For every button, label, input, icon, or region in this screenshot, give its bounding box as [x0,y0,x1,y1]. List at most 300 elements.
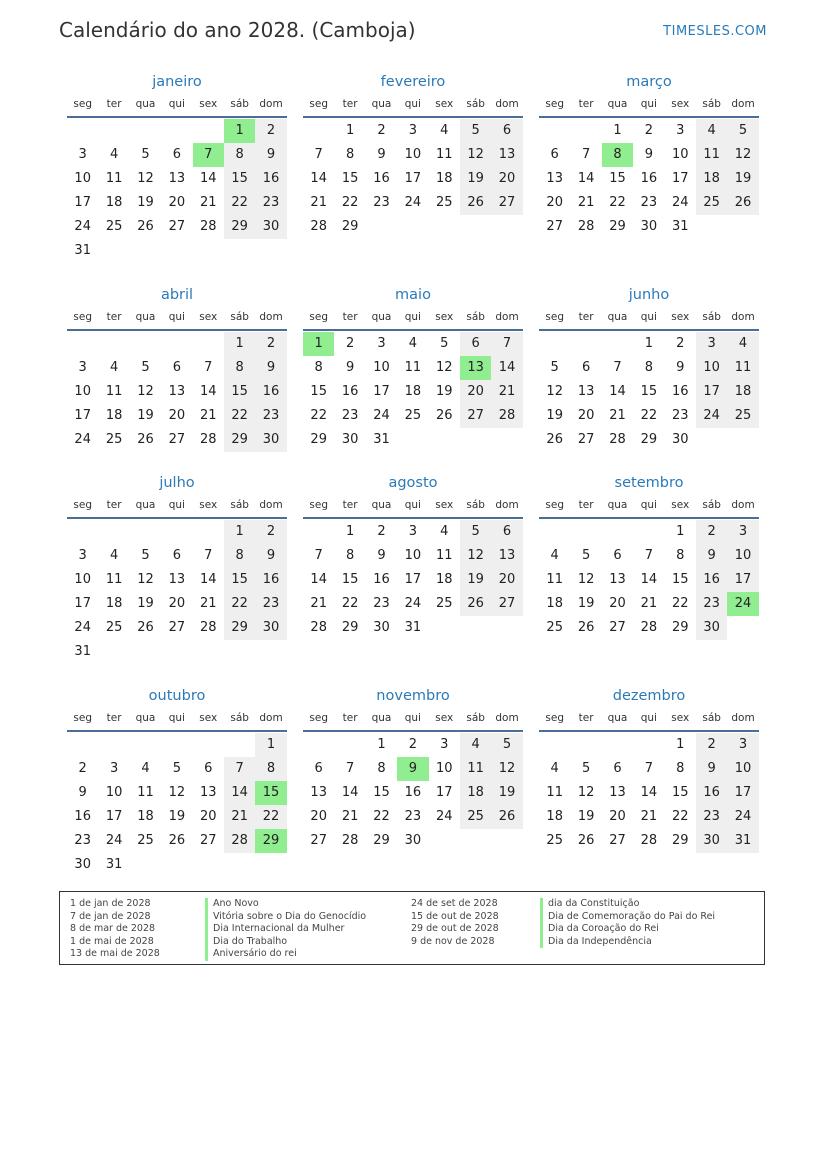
empty-cell [161,119,192,143]
day-cell: 23 [640,195,658,210]
weekday-label: dom [731,499,755,511]
day-cell: 29 [224,428,255,452]
day-grid [539,520,759,640]
day-cell: 5 [491,733,522,757]
day-cell: 17 [404,572,422,587]
day-cell: 14 [640,572,658,587]
weekday-label: qua [607,98,628,110]
day-cell: 2 [255,520,286,544]
weekday-label: seg [73,311,92,323]
weekday-label: seg [309,499,328,511]
day-cell: 4 [440,524,449,539]
holiday-day: 1 [224,119,255,143]
legend-holiday-name: Dia da Coroação do Rei [540,923,715,936]
weekday-label: qua [135,98,156,110]
day-cell: 8 [676,761,685,776]
site-link[interactable]: TIMESLES.COM [663,24,767,39]
day-cell: 29 [341,219,359,234]
day-cell: 28 [640,620,658,635]
empty-cell [67,119,98,143]
day-cell: 26 [727,191,758,215]
day-cell: 20 [609,809,626,824]
legend-holiday-name: Dia da Independência [540,936,715,949]
day-cell: 21 [341,809,359,824]
day-cell: 13 [609,572,626,587]
day-cell: 10 [404,147,422,162]
legend-date: 9 de nov de 2028 [411,935,495,947]
day-cell: 1 [255,733,286,757]
day-cell: 11 [105,171,123,186]
month-0 [67,72,287,263]
day-cell: 24 [435,809,453,824]
day-cell: 2 [345,336,355,351]
month-name: junho [628,287,670,303]
day-grid [539,733,759,853]
day-cell: 27 [310,833,327,848]
day-cell: 24 [696,404,727,428]
day-cell: 21 [491,380,522,404]
day-cell: 10 [105,785,123,800]
day-cell: 11 [696,143,727,167]
weekday-label: sex [199,499,218,511]
empty-cell [633,733,664,757]
day-cell: 20 [491,167,522,191]
day-cell: 13 [546,171,563,186]
weekday-label: qua [135,499,156,511]
day-grid [303,733,523,853]
day-cell: 17 [74,195,91,210]
day-cell: 29 [224,616,255,640]
day-cell: 1 [644,336,653,351]
day-cell: 22 [341,596,359,611]
day-cell: 26 [546,432,563,447]
day-cell: 31 [671,219,689,234]
day-cell: 28 [491,404,522,428]
day-cell: 10 [696,356,727,380]
day-cell: 14 [310,171,327,186]
day-cell: 30 [671,432,689,447]
day-cell: 15 [310,384,327,399]
day-grid [539,119,759,239]
day-cell: 30 [696,829,727,853]
weekday-label: qua [135,311,156,323]
day-cell: 24 [105,833,123,848]
day-grid [539,332,759,452]
day-cell: 23 [341,408,359,423]
day-cell: 20 [577,408,595,423]
day-cell: 29 [373,833,390,848]
weekday-header [67,495,287,519]
day-cell: 25 [137,833,154,848]
weekday-label: qua [607,499,628,511]
empty-cell [539,733,570,757]
day-cell: 14 [224,781,255,805]
day-cell: 11 [435,548,453,563]
day-cell: 19 [460,167,491,191]
day-cell: 17 [727,568,758,592]
day-cell: 19 [435,384,453,399]
day-cell: 20 [609,596,626,611]
day-cell: 9 [255,544,286,568]
weekday-label: ter [106,98,122,110]
weekday-label: seg [545,499,564,511]
day-cell: 5 [550,360,559,375]
day-cell: 2 [696,733,727,757]
day-cell: 12 [168,785,186,800]
day-cell: 27 [491,191,522,215]
weekday-label: ter [578,712,594,724]
day-cell: 28 [640,833,658,848]
day-cell: 10 [727,544,758,568]
weekday-label: sáb [466,311,485,323]
day-cell: 9 [78,785,87,800]
legend-holiday-name: Dia de Comemoração do Pai do Rei [540,911,715,924]
legend-date: 13 de mai de 2028 [70,948,160,959]
day-cell: 30 [373,620,390,635]
month-3 [67,285,287,452]
day-cell: 18 [137,809,154,824]
day-cell: 6 [172,548,181,563]
empty-cell [67,520,98,544]
day-cell: 12 [137,171,154,186]
empty-cell [570,119,601,143]
day-cell: 16 [671,384,689,399]
weekday-label: qua [371,712,392,724]
empty-cell [334,733,365,757]
day-cell: 3 [78,548,87,563]
weekday-label: sáb [466,98,485,110]
weekday-label: seg [73,712,92,724]
empty-cell [98,119,129,143]
day-cell: 31 [74,644,91,659]
empty-cell [193,119,224,143]
day-grid [303,332,523,452]
day-cell: 2 [644,123,653,138]
day-cell: 16 [640,171,658,186]
day-cell: 22 [224,404,255,428]
day-cell: 31 [74,243,91,258]
day-cell: 21 [199,408,217,423]
day-cell: 19 [727,167,758,191]
day-cell: 4 [460,733,491,757]
weekday-label: qui [168,311,185,323]
day-cell: 30 [74,857,91,872]
weekday-label: dom [495,712,519,724]
day-cell: 5 [141,147,150,162]
day-cell: 26 [137,219,154,234]
empty-cell [130,119,161,143]
day-cell: 6 [581,360,591,375]
day-cell: 17 [74,596,91,611]
day-cell: 7 [224,757,255,781]
empty-cell [130,332,161,356]
day-cell: 21 [577,195,595,210]
month-name: dezembro [612,688,686,704]
day-cell: 21 [640,809,658,824]
day-cell: 9 [255,356,286,380]
day-cell: 10 [74,384,91,399]
day-cell: 2 [255,332,286,356]
weekday-label: sáb [230,311,249,323]
legend-date: 15 de out de 2028 [411,910,499,922]
day-cell: 20 [310,809,327,824]
legend-date: 1 de mai de 2028 [70,935,154,947]
day-cell: 15 [671,785,689,800]
day-cell: 26 [460,592,491,616]
day-cell: 30 [341,432,359,447]
day-cell: 14 [199,384,217,399]
day-cell: 19 [137,195,154,210]
day-cell: 23 [373,596,390,611]
day-cell: 22 [341,195,359,210]
day-cell: 16 [373,171,390,186]
weekday-header [303,495,523,519]
day-cell: 23 [671,408,689,423]
day-cell: 11 [105,384,123,399]
day-cell: 1 [377,737,386,752]
day-cell: 2 [676,336,685,351]
day-cell: 19 [577,809,595,824]
day-cell: 26 [577,620,595,635]
day-cell: 15 [671,572,689,587]
day-cell: 16 [74,809,91,824]
month-5 [539,285,759,452]
empty-cell [602,520,633,544]
weekday-label: ter [106,712,122,724]
day-cell: 2 [255,119,286,143]
day-cell: 16 [404,785,422,800]
month-10 [303,686,523,853]
day-cell: 16 [373,572,390,587]
day-cell: 31 [373,432,390,447]
day-cell: 3 [727,520,758,544]
weekday-label: ter [578,98,594,110]
weekday-label: dom [259,311,283,323]
day-cell: 28 [310,219,327,234]
day-cell: 22 [255,805,286,829]
day-cell: 15 [224,380,255,404]
legend-names-left [205,898,366,961]
weekday-header [539,708,759,732]
month-name: fevereiro [380,74,446,90]
day-cell: 25 [435,195,453,210]
weekday-label: seg [309,712,328,724]
day-cell: 17 [696,380,727,404]
day-cell: 27 [491,592,522,616]
day-cell: 13 [491,544,522,568]
day-cell: 31 [404,620,422,635]
day-cell: 13 [577,384,595,399]
day-cell: 31 [727,829,758,853]
day-cell: 13 [310,785,327,800]
day-cell: 3 [78,147,87,162]
day-cell: 7 [204,360,213,375]
day-cell: 22 [671,809,689,824]
weekday-label: dom [259,499,283,511]
day-cell: 1 [224,332,255,356]
empty-cell [570,733,601,757]
day-cell: 18 [404,384,422,399]
day-cell: 24 [404,195,422,210]
day-cell: 20 [199,809,217,824]
weekday-label: dom [731,712,755,724]
day-cell: 4 [727,332,758,356]
day-cell: 29 [310,432,327,447]
weekday-label: dom [495,98,519,110]
day-cell: 26 [435,408,453,423]
day-cell: 19 [168,809,186,824]
weekday-label: qua [135,712,156,724]
day-cell: 1 [676,524,685,539]
day-cell: 22 [609,195,626,210]
weekday-label: sáb [702,499,721,511]
weekday-header [303,94,523,118]
day-cell: 12 [435,360,453,375]
month-2 [539,72,759,239]
day-cell: 9 [696,757,727,781]
month-name: agosto [388,475,438,491]
empty-cell [130,733,161,757]
weekday-label: dom [495,499,519,511]
day-cell: 27 [199,833,217,848]
empty-cell [539,520,570,544]
day-cell: 13 [168,384,186,399]
day-cell: 3 [440,737,449,752]
legend-date: 8 de mar de 2028 [70,923,156,934]
day-cell: 9 [676,360,685,375]
day-cell: 29 [609,219,626,234]
day-cell: 18 [696,167,727,191]
day-cell: 25 [727,404,758,428]
weekday-header [539,495,759,519]
day-cell: 11 [546,572,563,587]
weekday-label: seg [73,98,92,110]
empty-cell [303,119,334,143]
weekday-header [67,708,287,732]
day-cell: 7 [204,548,213,563]
day-cell: 28 [199,620,217,635]
day-cell: 31 [105,857,123,872]
month-1 [303,72,523,239]
day-cell: 9 [377,548,386,563]
day-cell: 14 [310,572,327,587]
day-cell: 13 [491,143,522,167]
weekday-label: qua [607,712,628,724]
day-cell: 9 [644,147,653,162]
day-cell: 22 [224,592,255,616]
day-cell: 7 [644,548,653,563]
day-cell: 5 [440,336,449,351]
day-cell: 8 [224,544,255,568]
day-cell: 27 [460,404,491,428]
month-6 [67,473,287,664]
weekday-label: seg [309,98,328,110]
day-cell: 11 [404,360,422,375]
day-cell: 17 [727,781,758,805]
day-cell: 8 [314,360,323,375]
day-cell: 14 [341,785,359,800]
day-cell: 12 [460,544,491,568]
empty-cell [193,332,224,356]
day-cell: 8 [345,147,355,162]
day-cell: 4 [550,548,559,563]
weekday-label: qua [371,98,392,110]
empty-cell [130,520,161,544]
empty-cell [161,332,192,356]
weekday-label: qua [607,311,628,323]
day-cell: 8 [644,360,653,375]
day-cell: 11 [460,757,491,781]
day-cell: 20 [546,195,563,210]
day-cell: 15 [224,568,255,592]
weekday-label: dom [731,311,755,323]
day-cell: 26 [168,833,186,848]
day-cell: 23 [373,195,390,210]
weekday-label: qua [371,311,392,323]
empty-cell [193,733,224,757]
day-cell: 27 [168,620,186,635]
day-cell: 13 [199,785,217,800]
day-cell: 23 [696,592,727,616]
day-cell: 25 [696,191,727,215]
weekday-label: qui [640,98,657,110]
weekday-label: seg [545,98,564,110]
empty-cell [602,332,633,356]
day-cell: 30 [255,616,286,640]
month-name: setembro [614,475,684,491]
day-cell: 27 [168,432,186,447]
legend-holiday-name: Aniversário do rei [205,948,366,961]
day-cell: 26 [577,833,595,848]
empty-cell [161,520,192,544]
day-cell: 3 [727,733,758,757]
day-cell: 5 [172,761,181,776]
day-cell: 24 [404,596,422,611]
weekday-label: sáb [230,98,249,110]
weekday-label: qui [640,499,657,511]
weekday-label: sex [435,98,454,110]
day-cell: 6 [172,360,181,375]
day-grid [67,520,287,664]
day-cell: 15 [224,167,255,191]
empty-cell [539,332,570,356]
legend-holiday-name: Dia Internacional da Mulher [205,923,366,936]
legend-holiday-name: Ano Novo [205,898,366,911]
day-cell: 16 [696,568,727,592]
empty-cell [602,733,633,757]
day-cell: 28 [199,432,217,447]
day-cell: 20 [168,596,186,611]
day-cell: 7 [314,147,323,162]
day-cell: 21 [609,408,626,423]
empty-cell [98,733,129,757]
legend-date: 29 de out de 2028 [411,923,499,934]
day-cell: 4 [109,360,119,375]
day-cell: 29 [640,432,658,447]
day-cell: 26 [491,805,522,829]
day-cell: 27 [609,833,626,848]
empty-cell [193,520,224,544]
day-cell: 7 [644,761,653,776]
month-name: maio [395,287,431,303]
day-cell: 13 [609,785,626,800]
day-cell: 3 [408,524,417,539]
day-cell: 11 [105,572,123,587]
day-cell: 22 [224,191,255,215]
day-cell: 29 [671,833,689,848]
day-cell: 30 [255,215,286,239]
weekday-label: ter [578,311,594,323]
